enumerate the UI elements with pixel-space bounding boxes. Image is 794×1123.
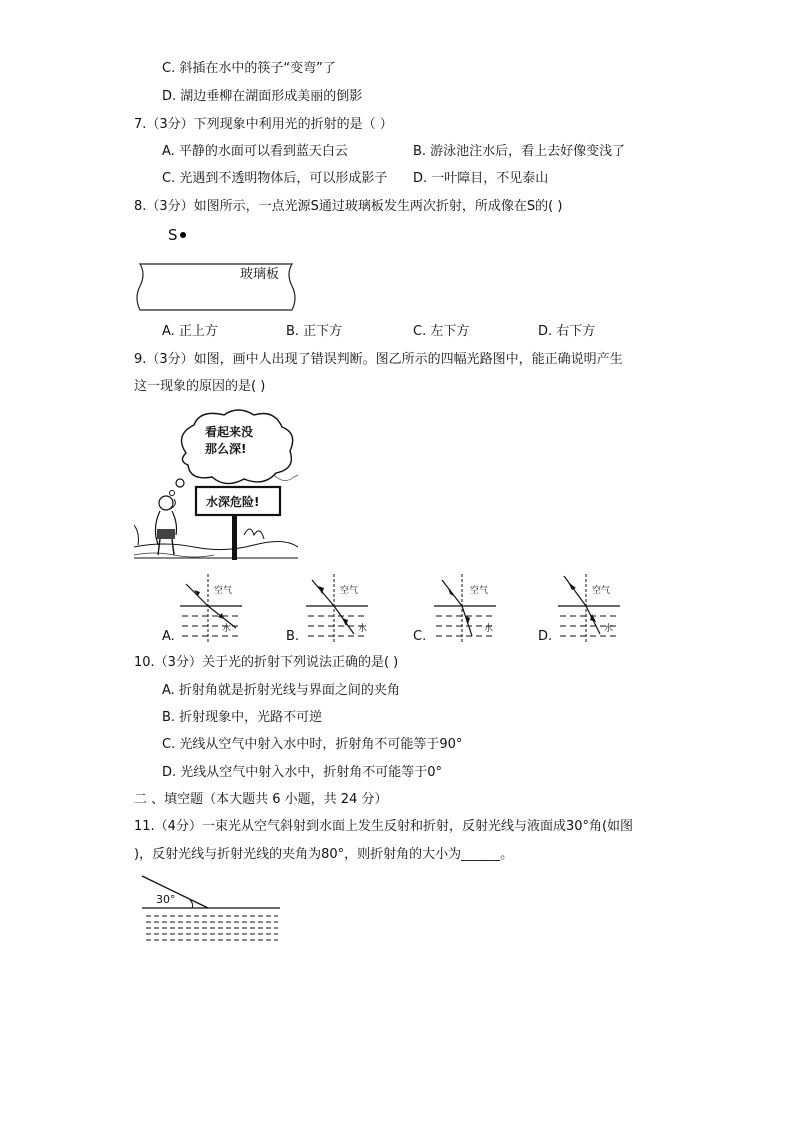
q7-option-b: B. 游泳池注水后，看上去好像变浅了 <box>413 144 626 159</box>
q10-option-b: B. 折射现象中，光路不可逆 <box>162 710 323 725</box>
q9-sign-text: 水深危险! <box>206 495 260 509</box>
q11-figure <box>140 872 282 946</box>
q7-stem: 7.（3分）下列现象中利用光的折射的是（ ） <box>134 117 393 132</box>
q10-option-d: D. 光线从空气中射入水中，折射角不可能等于0° <box>162 765 443 780</box>
q8-stem: 8.（3分）如图所示，一点光源S通过玻璃板发生两次折射，所成像在S的( ) <box>134 199 563 214</box>
q8-source-label: S <box>168 226 178 244</box>
q9-diagram-b-water: 水 <box>358 624 368 634</box>
q9-option-b[interactable]: B. <box>286 629 300 644</box>
q9-diagram-b-air: 空气 <box>340 586 359 596</box>
q10-stem: 10.（3分）关于光的折射下列说法正确的是( ) <box>134 655 399 670</box>
q7-option-d: D. 一叶障目，不见泰山 <box>413 171 549 186</box>
q9-option-a[interactable]: A. <box>162 629 175 644</box>
q9-diagram-c-water: 水 <box>484 624 494 634</box>
q8-glass-label: 玻璃板 <box>240 267 280 282</box>
q8-option-b: B. 正下方 <box>286 324 343 339</box>
q8-option-d: D. 右下方 <box>538 324 596 339</box>
q9-diagram-a <box>178 574 244 644</box>
q11-angle-label: 30° <box>156 893 176 906</box>
q8-option-c: C. 左下方 <box>413 324 470 339</box>
q9-option-d[interactable]: D. <box>538 629 553 644</box>
q11-line1: 11.（4分）一束光从空气斜射到水面上发生反射和折射，反射光线与液面成30°角(如图 <box>134 819 634 834</box>
q8-option-a: A. 正上方 <box>162 324 218 339</box>
q9-diagram-d-air: 空气 <box>592 586 611 596</box>
q10-option-c: C. 光线从空气中射入水中时，折射角不可能等于90° <box>162 737 463 752</box>
section-2-title: 二 、填空题（本大题共 6 小题，共 24 分） <box>134 792 388 807</box>
q6-option-d: D. 湖边垂柳在湖面形成美丽的倒影 <box>162 89 363 104</box>
q9-option-c[interactable]: C. <box>413 629 427 644</box>
q9-bubble-line1: 看起来没 <box>205 425 254 439</box>
q9-diagram-d-water: 水 <box>604 624 614 634</box>
q10-option-a: A. 折射角就是折射光线与界面之间的夹角 <box>162 683 400 698</box>
q9-bubble-line2: 那么深! <box>205 442 247 456</box>
q9-diagram-c-air: 空气 <box>470 586 489 596</box>
q9-diagram-a-water: 水 <box>222 624 232 634</box>
q9-stem-line2: 这一现象的原因的是( ) <box>134 379 266 394</box>
q11-line2: )，反射光线与折射光线的夹角为80°，则折射角的大小为______。 <box>134 847 514 862</box>
q6-option-c: C. 斜插在水中的筷子“变弯”了 <box>162 61 336 76</box>
q7-option-c: C. 光遇到不透明物体后，可以形成影子 <box>162 171 388 186</box>
q9-stem-line1: 9.（3分）如图，画中人出现了错误判断。图乙所示的四幅光路图中，能正确说明产生 <box>134 352 623 367</box>
q8-source-dot <box>180 232 186 238</box>
q7-option-a: A. 平静的水面可以看到蓝天白云 <box>162 144 348 159</box>
q9-diagram-a-air: 空气 <box>214 586 233 596</box>
